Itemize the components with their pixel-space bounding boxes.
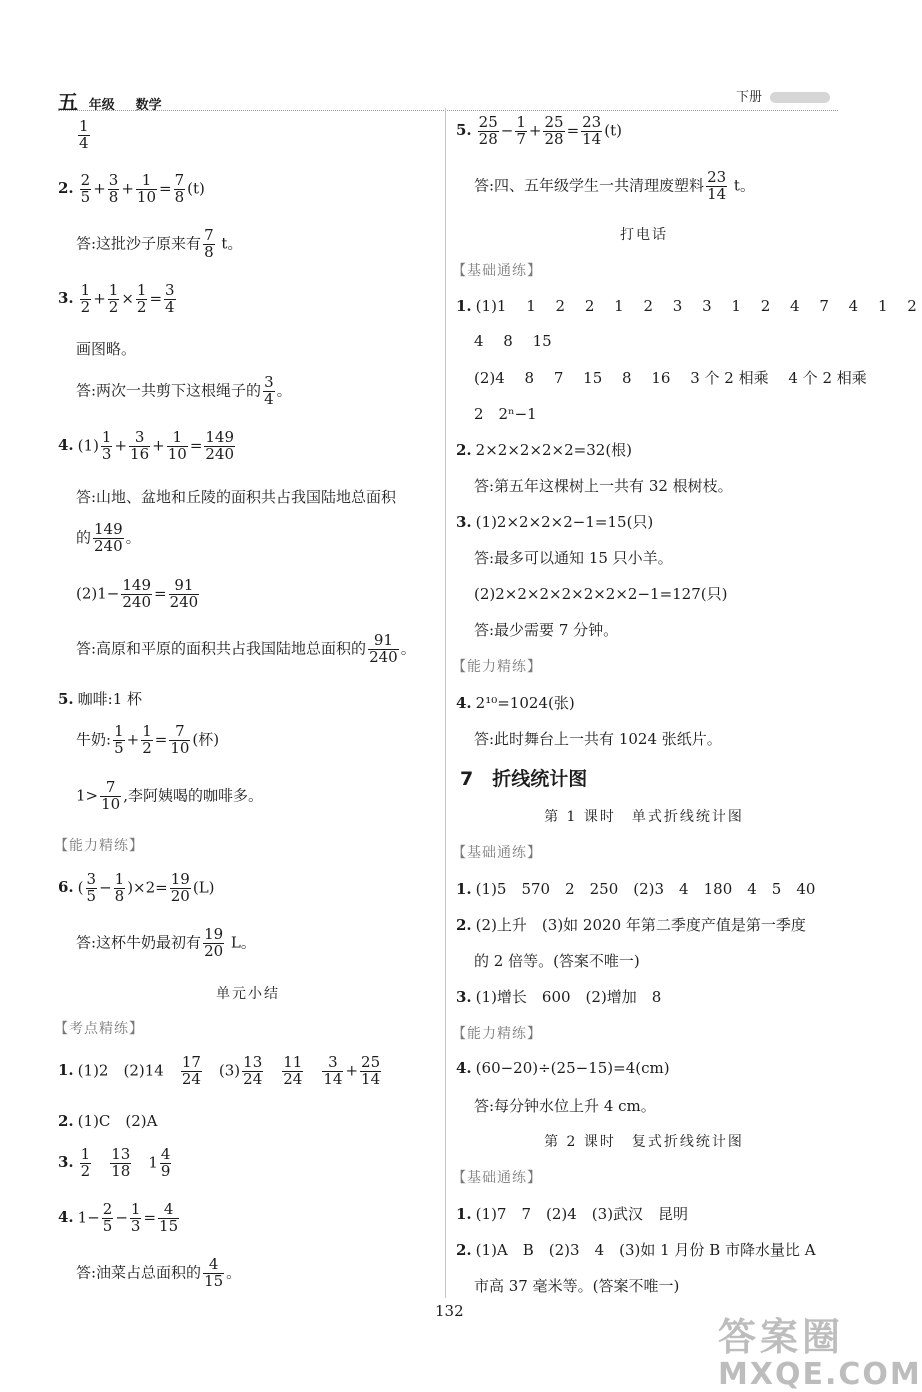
fraction <box>203 1257 224 1290</box>
denominator: 20 <box>170 886 190 905</box>
fraction <box>543 115 564 148</box>
denominator: 16 <box>130 444 150 463</box>
denominator: 24 <box>181 1069 201 1088</box>
numerator: 7 <box>100 780 121 797</box>
text-run: (1)2 (2)14 <box>77 1061 179 1080</box>
denominator: 15 <box>204 1271 224 1290</box>
numerator: 4 <box>160 1145 171 1163</box>
numerator: 91 <box>169 578 200 595</box>
text-run: ( <box>77 878 84 897</box>
answer-text: 画图略。 <box>76 340 137 358</box>
fraction <box>169 578 200 611</box>
denominator: 2 <box>142 738 152 757</box>
text-run: 2¹⁰=1024(张) <box>475 694 575 712</box>
denominator: 3 <box>101 444 112 463</box>
numerator: 1 <box>130 1200 141 1218</box>
question-line <box>456 295 917 316</box>
denominator: 5 <box>86 886 97 905</box>
numerator: 4 <box>203 1257 224 1274</box>
numerator: 25 <box>544 113 564 131</box>
fraction <box>130 1202 142 1235</box>
numerator: 2 <box>80 171 91 189</box>
text-run: (1)2×2×2×2−1=15(只) <box>475 513 654 531</box>
question-line <box>58 688 142 709</box>
text-run: + <box>152 436 165 455</box>
question-line <box>58 283 178 316</box>
fraction <box>86 872 98 905</box>
text-run: 答:高原和平原的面积共占我国陆地总面积的 <box>76 639 367 658</box>
fraction <box>706 170 727 203</box>
text-run: )×2= <box>127 878 168 897</box>
section-label: 【能力精练】 <box>452 1026 542 1042</box>
denominator: 24 <box>283 1069 303 1088</box>
watermark-brand: 答案圈 <box>718 1315 845 1359</box>
text-run: + <box>345 1061 359 1080</box>
text-run: (L) <box>192 878 215 897</box>
numerator: 1 <box>101 428 112 446</box>
answer-line <box>76 578 201 611</box>
header-rule <box>58 110 838 111</box>
fraction <box>181 1055 202 1088</box>
answer-line <box>76 724 219 757</box>
text-run: (t) <box>604 121 622 140</box>
question-number: 5. <box>58 690 74 708</box>
question-line <box>456 1239 816 1260</box>
fraction <box>102 1202 114 1235</box>
fraction <box>170 872 191 905</box>
question-line <box>58 1202 181 1235</box>
text-run: 答:这批沙子原来有 <box>76 234 202 253</box>
fraction <box>515 115 527 148</box>
numerator: 13 <box>243 1053 263 1071</box>
question-number: 1. <box>456 297 472 315</box>
numerator: 23 <box>707 168 727 186</box>
denominator: 18 <box>111 1161 131 1180</box>
answer-line <box>76 522 141 555</box>
question-line <box>58 1110 157 1131</box>
text-run: (2)1− <box>76 584 120 603</box>
text-run: (1)增长 600 (2)增加 8 <box>475 988 662 1006</box>
text-run: (t) <box>187 179 205 198</box>
numerator: 3 <box>108 171 119 189</box>
question-line <box>58 1055 383 1088</box>
text-run: 答:油菜占总面积的 <box>76 1263 202 1282</box>
fraction <box>203 228 215 261</box>
numerator: 17 <box>181 1053 201 1071</box>
denominator: 5 <box>114 738 124 757</box>
section-label: 【能力精练】 <box>54 838 144 854</box>
question-line <box>456 1203 688 1224</box>
fraction <box>101 430 113 463</box>
volume-badge <box>770 92 830 103</box>
numerator: 149 <box>205 428 235 446</box>
answer-text: 市高 37 毫米等。(答案不唯一) <box>474 1277 680 1295</box>
denominator: 28 <box>544 129 564 148</box>
question-line <box>456 511 653 532</box>
fraction <box>78 119 90 152</box>
denominator: 14 <box>323 1069 343 1088</box>
fraction <box>282 1055 303 1088</box>
numerator: 1 <box>108 281 119 299</box>
answer-text: (2)4 8 7 15 8 16 3 个 2 相乘 4 个 2 相乘 <box>474 369 867 387</box>
text-run: 。 <box>226 1263 242 1282</box>
numerator: 3 <box>322 1055 343 1072</box>
numerator: 1 <box>142 722 152 740</box>
watermark <box>718 1306 922 1392</box>
text-run: t。 <box>216 234 243 253</box>
answer-text: 答:山地、盆地和丘陵的面积共占我国陆地总面积 <box>76 488 397 506</box>
denominator: 10 <box>101 794 121 813</box>
numerator: 1 <box>114 722 124 740</box>
answer-text: 答:最少需要 7 分钟。 <box>474 621 619 639</box>
numerator: 3 <box>86 870 97 888</box>
watermark-url: MXQE.COM <box>718 1357 922 1392</box>
fraction <box>242 1055 263 1088</box>
question-number: 4. <box>58 1208 74 1227</box>
section-label: 【基础通练】 <box>452 1170 542 1186</box>
text-run: − <box>115 1208 128 1227</box>
question-line <box>456 115 622 148</box>
text-run: × <box>121 289 134 308</box>
denominator: 240 <box>369 647 398 666</box>
numerator: 23 <box>582 113 602 131</box>
answer-line <box>474 170 755 203</box>
text-run <box>265 1061 280 1079</box>
numerator: 7 <box>174 171 185 189</box>
numerator: 3 <box>264 373 274 391</box>
text-run: = <box>189 436 203 455</box>
text-run: 答:四、五年级学生一共清理废塑料 <box>474 176 705 195</box>
denominator: 14 <box>361 1069 381 1088</box>
question-number: 3. <box>456 988 472 1006</box>
denominator: 5 <box>80 187 91 206</box>
text-run: 1> <box>76 786 99 805</box>
answer-text: (2)2×2×2×2×2×2×2−1=127(只) <box>474 585 728 603</box>
denominator: 9 <box>160 1161 171 1180</box>
text-run: 。 <box>125 528 141 547</box>
numerator: 1 <box>80 281 91 299</box>
fraction <box>121 578 152 611</box>
question-number: 3. <box>58 1153 74 1172</box>
answer-text: 2 2ⁿ−1 <box>474 405 537 423</box>
text-run: = <box>149 289 163 308</box>
text-run: 咖啡:1 杯 <box>77 690 143 708</box>
question-line <box>456 1059 670 1077</box>
question-line <box>456 914 806 935</box>
text-run: 。 <box>400 639 416 658</box>
text-run: = <box>154 730 168 749</box>
denominator: 240 <box>205 444 235 463</box>
denominator: 28 <box>478 129 498 148</box>
text-run: − <box>99 878 112 897</box>
question-number: 4. <box>456 1059 472 1077</box>
question-number: 4. <box>58 436 74 455</box>
text-run: (2)上升 (3)如 2020 年第二季度产值是第一季度 <box>475 916 806 934</box>
fraction <box>203 927 224 960</box>
text-run: (1)7 7 (2)4 (3)武汉 昆明 <box>475 1205 689 1223</box>
denominator: 14 <box>582 129 602 148</box>
text-run: (1) <box>77 436 99 455</box>
numerator: 1 <box>136 281 147 299</box>
numerator: 1 <box>80 1145 91 1163</box>
question-number: 6. <box>58 878 74 897</box>
denominator: 5 <box>102 1216 113 1235</box>
text-run: + <box>93 289 106 308</box>
question-number: 1. <box>58 1061 74 1080</box>
text-run: ,李阿姨喝的咖啡多。 <box>123 786 263 805</box>
fraction <box>169 724 190 757</box>
question-line <box>58 430 237 463</box>
text-run <box>305 1061 320 1079</box>
section-label: 【基础通练】 <box>452 845 542 861</box>
denominator: 2 <box>136 297 147 316</box>
fraction <box>93 522 124 555</box>
answer-text: 答:最多可以通知 15 只小羊。 <box>474 549 673 567</box>
text-run: 答:这杯牛奶最初有 <box>76 933 202 952</box>
text-run: (3) <box>203 1061 241 1080</box>
denominator: 14 <box>707 184 727 203</box>
fraction <box>581 115 602 148</box>
denominator: 240 <box>122 592 151 611</box>
subject-label: 数学 <box>135 98 162 113</box>
denominator: 8 <box>204 242 214 261</box>
question-line <box>456 692 575 713</box>
text-run: + <box>114 436 128 455</box>
question-number: 3. <box>58 289 74 308</box>
answer-line <box>76 633 416 666</box>
question-number: 2. <box>456 1241 472 1259</box>
denominator: 2 <box>108 297 119 316</box>
fraction <box>164 283 176 316</box>
answer-line <box>76 228 242 261</box>
question-number: 5. <box>456 121 472 140</box>
text-run: (杯) <box>192 730 220 749</box>
fraction <box>100 780 121 813</box>
lesson-title: 第 1 课时 单式折线统计图 <box>544 809 744 825</box>
denominator: 240 <box>169 592 199 611</box>
text-run: (1)5 570 2 250 (2)3 4 180 4 5 40 <box>475 880 816 898</box>
fraction <box>204 430 235 463</box>
section-label: 【基础通练】 <box>452 263 542 279</box>
answer-line <box>76 375 292 408</box>
text-run: = <box>154 584 167 603</box>
question-number: 2. <box>456 916 472 934</box>
numerator: 1 <box>79 117 89 135</box>
section-label: 【能力精练】 <box>452 659 542 675</box>
numerator: 1 <box>114 870 125 888</box>
text-run: 的 <box>76 528 92 547</box>
fraction <box>136 173 157 206</box>
fraction <box>263 375 275 408</box>
denominator: 10 <box>170 738 190 757</box>
volume-text: 下册 <box>736 90 763 105</box>
numerator: 13 <box>111 1145 131 1163</box>
answer-line <box>76 119 92 152</box>
answer-text: 答:此时舞台上一共有 1024 张纸片。 <box>474 730 722 748</box>
question-number: 1. <box>456 1205 472 1223</box>
fraction <box>108 283 120 316</box>
text-run <box>93 1153 108 1171</box>
answer-line <box>76 780 263 813</box>
text-run: + <box>121 179 134 198</box>
question-line <box>58 1147 173 1180</box>
question-number: 4. <box>456 694 472 712</box>
numerator: 2 <box>102 1200 113 1218</box>
chapter-heading: 7 折线统计图 <box>460 768 588 790</box>
text-run: (1)A B (2)3 4 (3)如 1 月份 B 市降水量比 A <box>475 1241 816 1259</box>
fraction <box>108 173 120 206</box>
numerator: 1 <box>516 113 526 131</box>
answer-line <box>76 1257 241 1290</box>
text-run: t。 <box>729 176 755 195</box>
denominator: 7 <box>516 129 526 148</box>
numerator: 3 <box>165 281 175 299</box>
denominator: 240 <box>94 536 123 555</box>
text-run: + <box>528 121 542 140</box>
lesson-title: 单元小结 <box>216 986 280 1002</box>
denominator: 15 <box>159 1216 179 1235</box>
text-run: + <box>93 179 106 198</box>
text-run: − <box>500 121 514 140</box>
lesson-title: 打电话 <box>620 227 668 243</box>
text-run: = <box>566 121 580 140</box>
question-line <box>58 872 215 905</box>
volume-label <box>736 86 830 110</box>
text-run: 。 <box>276 381 292 400</box>
numerator: 91 <box>368 633 399 650</box>
text-run: 答:两次一共剪下这根绳子的 <box>76 381 262 400</box>
text-run: = <box>159 179 172 198</box>
answer-text: 4 8 15 <box>474 332 552 350</box>
numerator: 1 <box>136 173 157 190</box>
numerator: 25 <box>478 113 498 131</box>
answer-line <box>76 927 256 960</box>
numerator: 11 <box>283 1053 303 1071</box>
text-run: (1)C (2)A <box>77 1112 158 1130</box>
header-grade <box>58 86 162 114</box>
text-run: L。 <box>226 933 256 952</box>
answer-text: 答:每分钟水位上升 4 cm。 <box>474 1097 656 1115</box>
text-run: (60−20)÷(25−15)=4(cm) <box>475 1059 670 1077</box>
text-run: (1)1 1 2 2 1 2 3 3 1 2 4 7 4 1 2 <box>475 297 917 315</box>
fraction <box>113 724 125 757</box>
question-number: 2. <box>456 441 472 459</box>
numerator: 1 <box>167 430 188 447</box>
question-line <box>456 986 661 1007</box>
text-run: 1− <box>77 1208 100 1227</box>
denominator: 10 <box>167 444 187 463</box>
grade-char: 五 <box>58 90 78 114</box>
fraction <box>80 1147 92 1180</box>
fraction <box>360 1055 381 1088</box>
denominator: 8 <box>114 886 125 905</box>
denominator: 8 <box>174 187 185 206</box>
question-number: 2. <box>58 1112 74 1130</box>
denominator: 8 <box>108 187 119 206</box>
question-number: 1. <box>456 880 472 898</box>
grade-label: 年级 <box>88 98 115 113</box>
fraction <box>129 430 150 463</box>
denominator: 20 <box>204 941 224 960</box>
fraction <box>80 173 92 206</box>
fraction <box>136 283 148 316</box>
denominator: 4 <box>264 389 274 408</box>
numerator: 3 <box>129 430 150 447</box>
column-divider <box>445 108 446 1298</box>
denominator: 4 <box>79 133 89 152</box>
numerator: 7 <box>204 226 214 244</box>
question-number: 3. <box>456 513 472 531</box>
text-run: 1 <box>133 1153 158 1172</box>
section-label: 【考点精练】 <box>54 1021 144 1037</box>
fraction <box>368 633 399 666</box>
question-number: 2. <box>58 179 74 198</box>
denominator: 4 <box>165 297 175 316</box>
numerator: 149 <box>122 576 151 594</box>
denominator: 10 <box>136 187 157 206</box>
page-number: 132 <box>435 1302 464 1320</box>
question-line <box>58 173 205 206</box>
fraction <box>478 115 499 148</box>
numerator: 4 <box>158 1202 179 1219</box>
fraction <box>114 872 126 905</box>
numerator: 19 <box>204 925 224 943</box>
text-run: = <box>143 1208 157 1227</box>
denominator: 24 <box>243 1069 263 1088</box>
question-line <box>456 439 632 460</box>
text-run: + <box>126 730 140 749</box>
denominator: 3 <box>130 1216 141 1235</box>
answer-text: 的 2 倍等。(答案不唯一) <box>474 952 640 970</box>
fraction <box>160 1147 172 1180</box>
fraction <box>80 283 92 316</box>
numerator: 19 <box>170 870 190 888</box>
fraction <box>110 1147 131 1180</box>
question-line <box>456 878 815 899</box>
lesson-title: 第 2 课时 复式折线统计图 <box>544 1134 744 1150</box>
denominator: 2 <box>80 1161 91 1180</box>
text-run: 牛奶: <box>76 730 112 749</box>
denominator: 2 <box>80 297 91 316</box>
numerator: 149 <box>94 520 123 538</box>
answer-text: 答:第五年这棵树上一共有 32 根树枝。 <box>474 477 733 495</box>
numerator: 25 <box>361 1053 381 1071</box>
fraction <box>158 1202 179 1235</box>
fraction <box>174 173 186 206</box>
numerator: 7 <box>169 724 190 741</box>
fraction <box>322 1055 343 1088</box>
fraction <box>141 724 153 757</box>
text-run: 2×2×2×2×2=32(根) <box>475 441 633 459</box>
fraction <box>167 430 188 463</box>
